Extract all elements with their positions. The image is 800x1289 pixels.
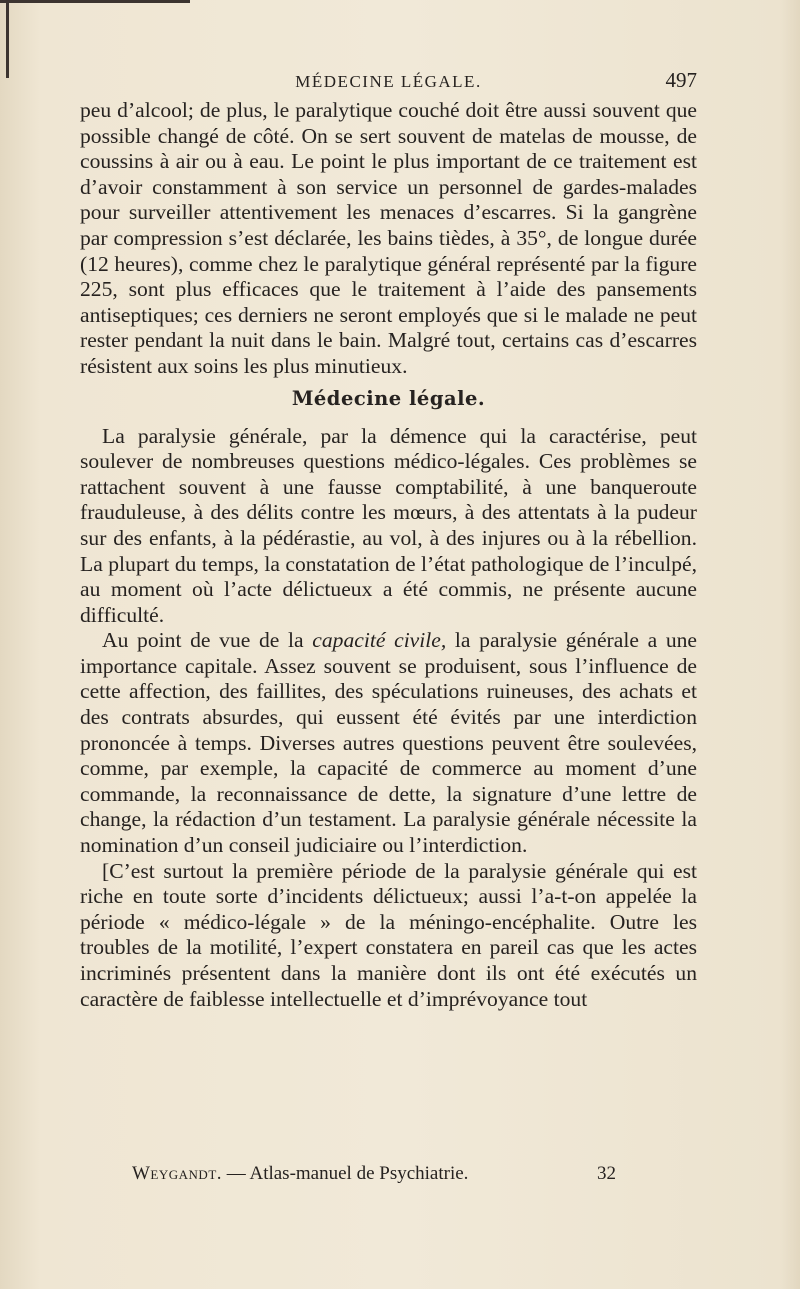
footer-book-title: Atlas-manuel de Psychiatrie. <box>249 1163 469 1184</box>
footer-signature-mark: 32 <box>597 1163 616 1184</box>
running-head-title: MÉDECINE LÉGALE. <box>295 72 482 91</box>
paragraph-civil-capacity <box>80 628 697 858</box>
footer-separator: — <box>222 1163 250 1184</box>
page-footer <box>132 1163 632 1185</box>
paragraph-continued: peu d’alcool; de plus, le paralytique couché doit être aussi souvent que possible changé de côté. On se sert souvent de matelas de mousse, de coussins à air ou à eau. Le point le plus important de ce traitement est d’avoir constamment à son service un personnel de gardes-malades pour surveiller attentivement les menaces d’escarres. Si la gangrène par compression s’est déclarée, les bains tièdes, à 35°, de longue durée (12 heures), comme chez le paralytique général représenté par la figure 225, sont plus efficaces que le traitement à l’aide des pansements antiseptiques; ces derniers ne seront employés que si le malade ne peut rester pendant la nuit dans le bain. Malgré tout, certains cas d’escarres résistent aux soins les plus minutieux. <box>80 98 697 378</box>
running-head <box>80 62 697 98</box>
section-heading: Médecine légale. <box>291 386 486 410</box>
binding-edge-line <box>6 0 9 78</box>
paragraph-civil-capacity-rest: la paralysie générale a une importance capitale. Assez souvent se produisent, sous l’influence de cette affection, des faillites, des spéculations ruineuses, des achats et des contrats absurdes, qui eussent été évités par une interdiction prononcée à temps. Diverses autres questions peuvent être soulevées, comme, par exemple, la capacité de commerce au moment d’une commande, la reconnaissance de dette, la signature d’une lettre de change, la rédaction d’un testament. La paralysie générale nécessite la nomination d’un conseil judiciaire ou l’interdiction. <box>80 628 697 858</box>
page-number: 497 <box>665 68 697 92</box>
footer-author: Weygandt. <box>132 1163 223 1184</box>
paragraph-legal-questions: La paralysie générale, par la démence qui la caractérise, peut soulever de nombreuses questions médico-légales. Ces problèmes se rattachent souvent à une fausse comptabilité, à une banqueroute frauduleuse, à des délits contre les mœurs, à des attentats à la pudeur sur des enfants, à la pédérastie, au vol, à des injures ou à la rébellion. La plupart du temps, la constatation de l’état pathologique de l’inculpé, au moment où l’acte délictueux a été commis, ne présente aucune difficulté. <box>80 423 697 627</box>
paragraph-civil-capacity-start: Au point de vue de la <box>102 628 313 653</box>
paragraph-first-period: [C’est surtout la première période de la paralysie générale qui est riche en toute sorte d’incidents délictueux; aussi l’a-t-on appelée la période « médico-légale » de la méningo-encéphalite. Outre les troubles de la motilité, l’expert constatera en pareil cas que les actes incriminés présentent dans la manière dont ils ont été exécutés un caractère de faiblesse intellectuelle et d’imprévoyance tout <box>80 858 697 1011</box>
top-edge-rule <box>0 0 190 3</box>
page-content <box>80 62 697 1012</box>
italic-term-capacite-civile: capacité civile, <box>312 628 447 653</box>
